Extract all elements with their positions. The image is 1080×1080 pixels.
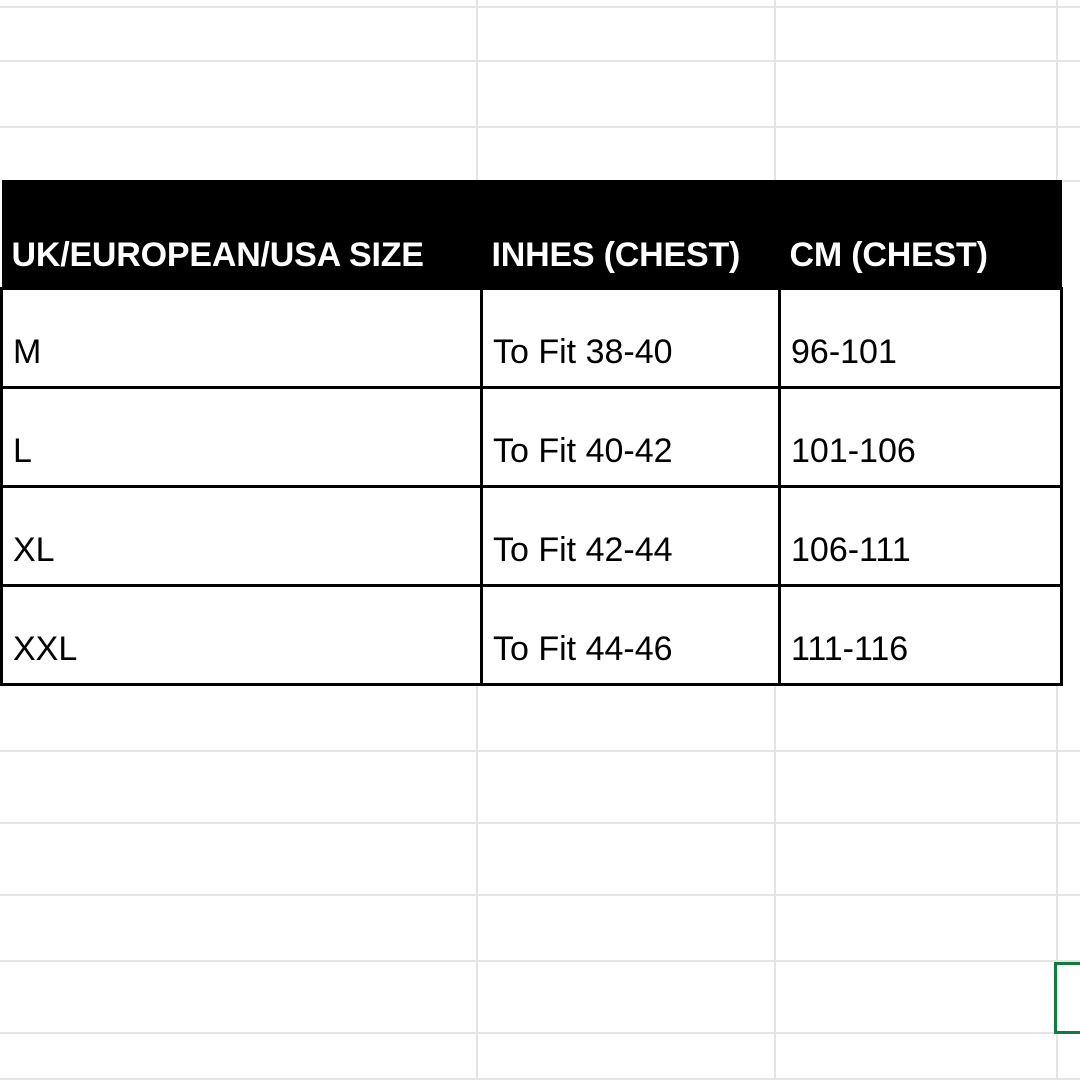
column-header-cm: CM (CHEST) [780, 180, 1062, 288]
table-row [2, 486, 1062, 585]
cell-inches: To Fit 42-44 [482, 486, 780, 585]
cell-inches: To Fit 38-40 [482, 288, 780, 387]
cell-inches: To Fit 44-46 [482, 585, 780, 684]
cell-size: XXL [2, 585, 482, 684]
cell-cm: 101-106 [780, 387, 1062, 486]
cell-size: XL [2, 486, 482, 585]
table-header-row [2, 180, 1062, 288]
cell-inches: To Fit 40-42 [482, 387, 780, 486]
cell-size: M [2, 288, 482, 387]
cell-cm: 111-116 [780, 585, 1062, 684]
cell-cm: 106-111 [780, 486, 1062, 585]
table-row [2, 387, 1062, 486]
size-chart-table [0, 180, 1063, 686]
table-row [2, 585, 1062, 684]
column-header-inches: INHES (CHEST) [482, 180, 780, 288]
selected-cell-indicator[interactable] [1054, 962, 1080, 1034]
cell-size: L [2, 387, 482, 486]
cell-cm: 96-101 [780, 288, 1062, 387]
column-header-size: UK/EUROPEAN/USA SIZE [2, 180, 482, 288]
table-row [2, 288, 1062, 387]
